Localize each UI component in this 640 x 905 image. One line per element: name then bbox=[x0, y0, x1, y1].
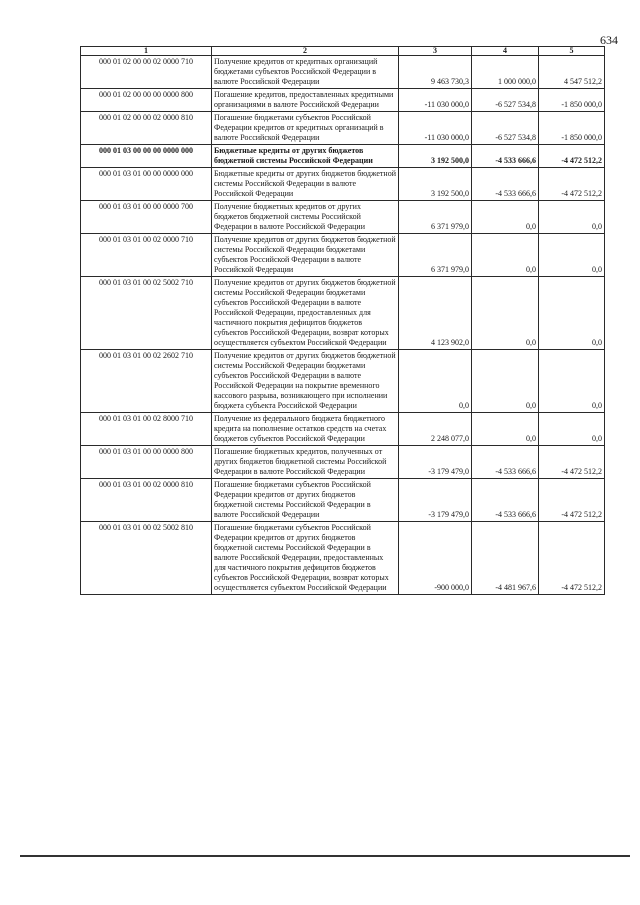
table-row bbox=[81, 201, 605, 234]
amount-col3-cell: 2 248 077,0 bbox=[399, 413, 472, 446]
table-row bbox=[81, 234, 605, 277]
description-cell: Погашение бюджетами субъектов Российской Федерации кредитов от других бюджетов бюджетной системы Российской Федерации в валюте Российской Федерации bbox=[212, 479, 399, 522]
amount-col5-cell: -1 850 000,0 bbox=[539, 112, 605, 145]
column-header-4: 4 bbox=[472, 47, 539, 56]
description-cell: Получение бюджетных кредитов от других бюджетов бюджетной системы Российской Федерации в валюте Российской Федерации bbox=[212, 201, 399, 234]
table-row bbox=[81, 145, 605, 168]
description-cell: Погашение кредитов, предоставленных кредитными организациями в валюте Российской Федерации bbox=[212, 89, 399, 112]
amount-col4-cell: 0,0 bbox=[472, 277, 539, 350]
amount-col5-cell: 4 547 512,2 bbox=[539, 56, 605, 89]
amount-col5-cell: 0,0 bbox=[539, 234, 605, 277]
amount-col5-cell: -4 472 512,2 bbox=[539, 168, 605, 201]
amount-col5-cell: -4 472 512,2 bbox=[539, 522, 605, 595]
amount-col3-cell: 0,0 bbox=[399, 350, 472, 413]
column-header-2: 2 bbox=[212, 47, 399, 56]
description-cell: Погашение бюджетных кредитов, полученных от других бюджетов бюджетной системы Российской Федерации в валюте Российской Федерации bbox=[212, 446, 399, 479]
table-row bbox=[81, 89, 605, 112]
amount-col3-cell: 3 192 500,0 bbox=[399, 145, 472, 168]
description-cell: Погашение бюджетами субъектов Российской Федерации кредитов от кредитных организаций в валюте Российской Федерации bbox=[212, 112, 399, 145]
amount-col4-cell: 0,0 bbox=[472, 413, 539, 446]
budget-code-cell: 000 01 02 00 00 02 0000 710 bbox=[81, 56, 212, 89]
table-body bbox=[81, 56, 605, 595]
table-row bbox=[81, 413, 605, 446]
table-row bbox=[81, 277, 605, 350]
description-cell: Получение кредитов от других бюджетов бюджетной системы Российской Федерации бюджетами субъектов Российской Федерации в валюте Российской Федерации на покрытие временного кассового разрыва, возникающего при исполнении бюджета субъекта Российской Федерации bbox=[212, 350, 399, 413]
amount-col5-cell: 0,0 bbox=[539, 350, 605, 413]
bottom-rule bbox=[20, 855, 630, 857]
amount-col3-cell: -3 179 479,0 bbox=[399, 479, 472, 522]
column-header-5: 5 bbox=[539, 47, 605, 56]
amount-col3-cell: -11 030 000,0 bbox=[399, 112, 472, 145]
budget-code-cell: 000 01 03 01 00 00 0000 800 bbox=[81, 446, 212, 479]
amount-col3-cell: 6 371 979,0 bbox=[399, 201, 472, 234]
amount-col4-cell: -4 533 666,6 bbox=[472, 145, 539, 168]
amount-col5-cell: -4 472 512,2 bbox=[539, 479, 605, 522]
budget-code-cell: 000 01 03 01 00 02 5002 810 bbox=[81, 522, 212, 595]
amount-col4-cell: -6 527 534,8 bbox=[472, 112, 539, 145]
amount-col3-cell: -3 179 479,0 bbox=[399, 446, 472, 479]
budget-code-cell: 000 01 03 00 00 00 0000 000 bbox=[81, 145, 212, 168]
amount-col4-cell: -6 527 534,8 bbox=[472, 89, 539, 112]
amount-col4-cell: -4 481 967,6 bbox=[472, 522, 539, 595]
budget-table-container bbox=[80, 46, 604, 595]
amount-col4-cell: -4 533 666,6 bbox=[472, 446, 539, 479]
amount-col4-cell: 0,0 bbox=[472, 201, 539, 234]
budget-code-cell: 000 01 03 01 00 02 2602 710 bbox=[81, 350, 212, 413]
header-row bbox=[81, 47, 605, 56]
amount-col5-cell: -4 472 512,2 bbox=[539, 446, 605, 479]
description-cell: Бюджетные кредиты от других бюджетов бюджетной системы Российской Федерации bbox=[212, 145, 399, 168]
amount-col3-cell: 9 463 730,3 bbox=[399, 56, 472, 89]
column-header-3: 3 bbox=[399, 47, 472, 56]
budget-code-cell: 000 01 03 01 00 02 0000 810 bbox=[81, 479, 212, 522]
table-row bbox=[81, 56, 605, 89]
column-header-1: 1 bbox=[81, 47, 212, 56]
budget-code-cell: 000 01 03 01 00 02 0000 710 bbox=[81, 234, 212, 277]
budget-code-cell: 000 01 03 01 00 02 8000 710 bbox=[81, 413, 212, 446]
table-row bbox=[81, 112, 605, 145]
amount-col4-cell: -4 533 666,6 bbox=[472, 168, 539, 201]
amount-col4-cell: 0,0 bbox=[472, 234, 539, 277]
amount-col5-cell: 0,0 bbox=[539, 277, 605, 350]
amount-col3-cell: 6 371 979,0 bbox=[399, 234, 472, 277]
description-cell: Получение из федерального бюджета бюджетного кредита на пополнение остатков средств на счетах бюджетов субъектов Российской Федерации bbox=[212, 413, 399, 446]
amount-col4-cell: -4 533 666,6 bbox=[472, 479, 539, 522]
budget-sources-table bbox=[80, 46, 605, 595]
amount-col3-cell: -900 000,0 bbox=[399, 522, 472, 595]
amount-col5-cell: 0,0 bbox=[539, 201, 605, 234]
amount-col3-cell: -11 030 000,0 bbox=[399, 89, 472, 112]
budget-code-cell: 000 01 02 00 00 02 0000 810 bbox=[81, 112, 212, 145]
amount-col3-cell: 4 123 902,0 bbox=[399, 277, 472, 350]
description-cell: Получение кредитов от других бюджетов бюджетной системы Российской Федерации бюджетами субъектов Российской Федерации в валюте Российской Федерации bbox=[212, 234, 399, 277]
description-cell: Погашение бюджетами субъектов Российской Федерации кредитов от других бюджетов бюджетной системы Российской Федерации в валюте Российской Федерации, предоставленных для частичного покрытия дефицитов бюджетов субъектов Российской Федерации, возврат которых осуществляется субъектом Российской Федерации bbox=[212, 522, 399, 595]
amount-col5-cell: 0,0 bbox=[539, 413, 605, 446]
budget-code-cell: 000 01 03 01 00 00 0000 700 bbox=[81, 201, 212, 234]
table-row bbox=[81, 168, 605, 201]
table-row bbox=[81, 350, 605, 413]
description-cell: Получение кредитов от кредитных организаций бюджетами субъектов Российской Федерации в валюте Российской Федерации bbox=[212, 56, 399, 89]
amount-col4-cell: 1 000 000,0 bbox=[472, 56, 539, 89]
budget-code-cell: 000 01 03 01 00 02 5002 710 bbox=[81, 277, 212, 350]
amount-col4-cell: 0,0 bbox=[472, 350, 539, 413]
amount-col5-cell: -4 472 512,2 bbox=[539, 145, 605, 168]
page-number: 634 bbox=[600, 33, 618, 47]
amount-col5-cell: -1 850 000,0 bbox=[539, 89, 605, 112]
description-cell: Бюджетные кредиты от других бюджетов бюджетной системы Российской Федерации в валюте Российской Федерации bbox=[212, 168, 399, 201]
description-cell: Получение кредитов от других бюджетов бюджетной системы Российской Федерации бюджетами субъектов Российской Федерации в валюте Российской Федерации, предоставленных для частичного покрытия дефицитов бюджетов субъектов Российской Федерации, возврат которых осуществляется субъектом Российской Федерации bbox=[212, 277, 399, 350]
amount-col3-cell: 3 192 500,0 bbox=[399, 168, 472, 201]
table-row bbox=[81, 522, 605, 595]
table-row bbox=[81, 479, 605, 522]
table-row bbox=[81, 446, 605, 479]
budget-code-cell: 000 01 02 00 00 00 0000 800 bbox=[81, 89, 212, 112]
budget-code-cell: 000 01 03 01 00 00 0000 000 bbox=[81, 168, 212, 201]
